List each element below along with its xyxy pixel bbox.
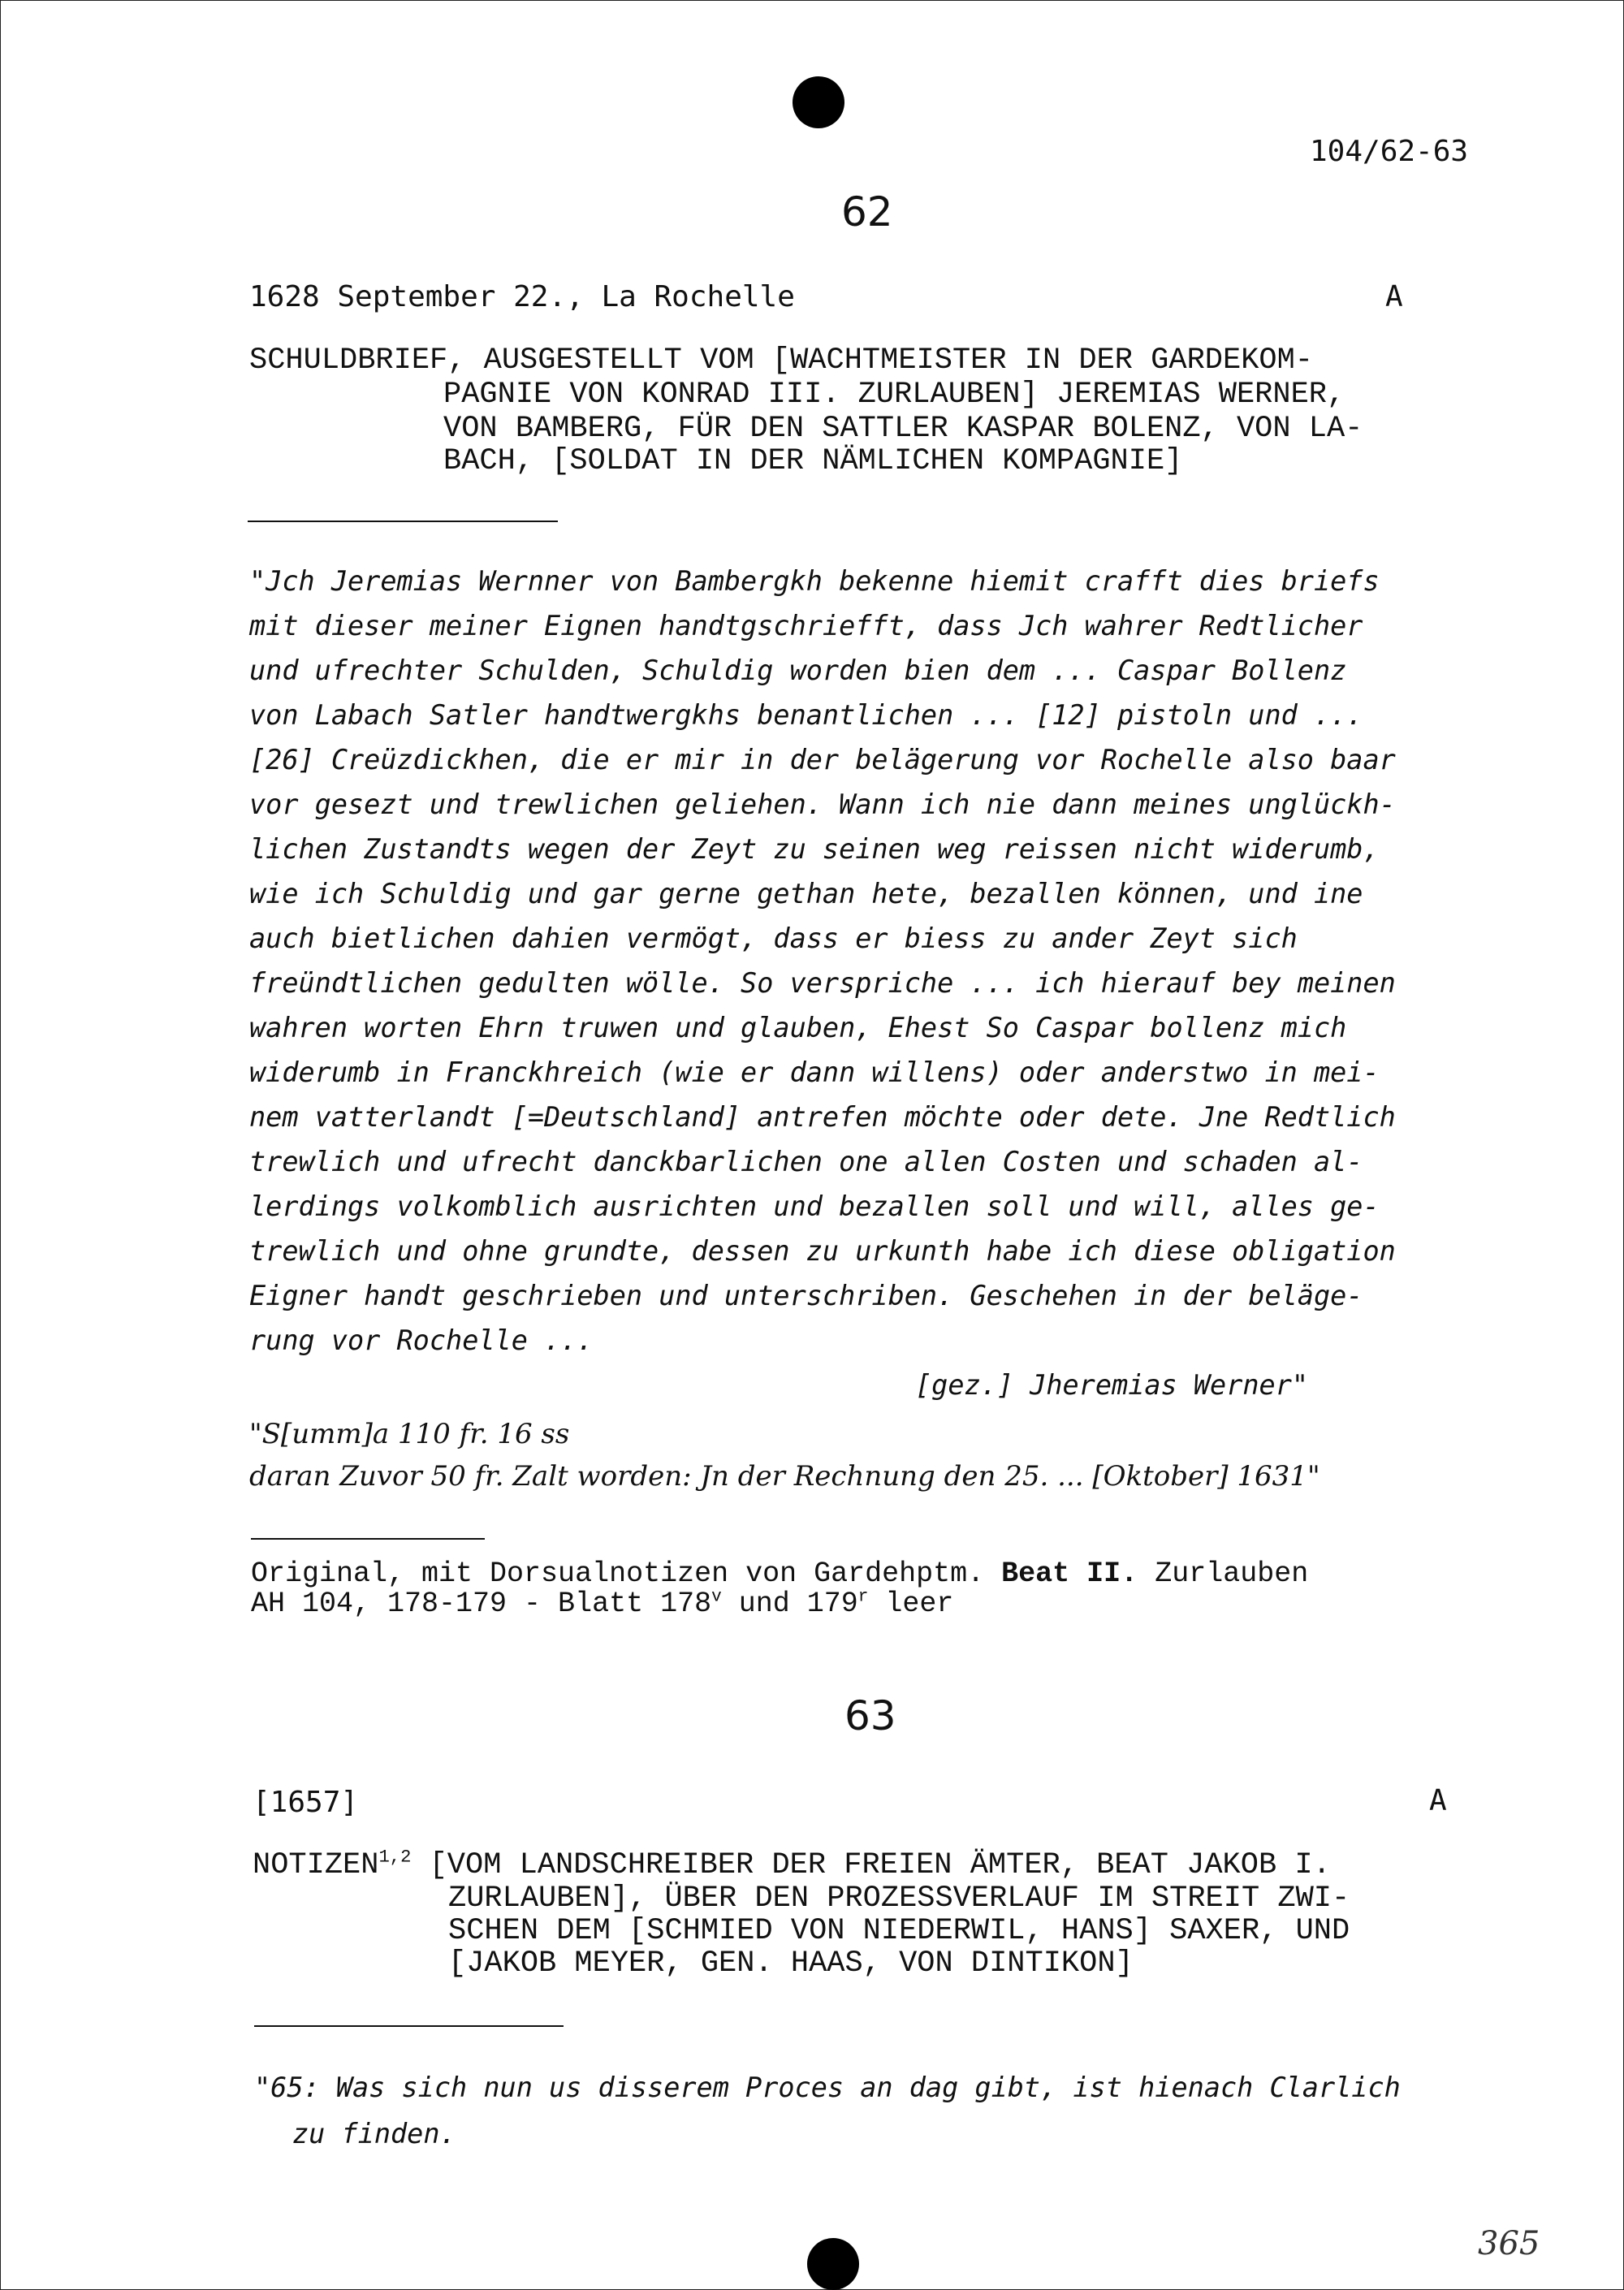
quote-line: [26] Creüzdickhen, die er mir in der belägerung vor Rochelle also baar xyxy=(249,744,1396,776)
entry-63-number: 63 xyxy=(844,1692,896,1739)
source-text: Original, mit Dorsualnotizen von Gardehptm. xyxy=(251,1558,1002,1590)
entry-63-title-rest: [VOM LANDSCHREIBER DER FREIEN ÄMTER, BEAT JAKOB I. xyxy=(411,1848,1331,1882)
quote-line: lerdings volkomblich ausrichten und bezallen soll und will, alles ge- xyxy=(249,1190,1380,1222)
quote-line: rung vor Rochelle ... xyxy=(249,1324,594,1356)
entry-63-title-word: NOTIZEN xyxy=(253,1848,379,1882)
quote-line: freündtlichen gedulten wölle. So verspriche ... ich hierauf bey meinen xyxy=(249,967,1396,999)
quote-line: "65: Was sich nun us disserem Proces an dag gibt, ist hienach Clarlich xyxy=(254,2072,1401,2103)
footnote-refs: 1,2 xyxy=(378,1847,412,1868)
entry-62-title-line-3: VON BAMBERG, FÜR DEN SATTLER KASPAR BOLENZ, VON LA- xyxy=(443,412,1363,446)
source-name-bold: Beat II. xyxy=(1001,1558,1138,1590)
source-text: leer xyxy=(868,1588,954,1620)
quote-line: vor gesezt und trewlichen geliehen. Wann ich nie dann meines unglückh- xyxy=(249,789,1396,820)
signature: [gez.] Jheremias Werner" xyxy=(915,1369,1309,1401)
quote-line: lichen Zustandts wegen der Zeyt zu seinen weg reissen nicht widerumb, xyxy=(249,833,1380,865)
handwritten-page-number: 365 xyxy=(1478,2225,1540,2262)
quote-line: von Labach Satler handtwergkhs benantlichen ... [12] pistoln und ... xyxy=(249,699,1363,731)
superscript-verso: v xyxy=(711,1588,722,1607)
quote-line: wie ich Schuldig und gar gerne gethan hete, bezallen können, und ine xyxy=(249,878,1363,910)
entry-62-number: 62 xyxy=(841,188,893,235)
quote-line: mit dieser meiner Eignen handtgschriefft, dass Jch wahrer Redtlicher xyxy=(249,610,1363,642)
punch-hole-bottom xyxy=(807,2238,859,2290)
quote-line: Eigner handt geschrieben und unterschriben. Geschehen in der beläge- xyxy=(249,1280,1363,1311)
entry-63-date: [1657] xyxy=(253,1786,359,1819)
source-text: AH 104, 178-179 - Blatt 178 xyxy=(251,1588,712,1620)
superscript-recto: r xyxy=(857,1588,869,1607)
entry-62-title-line-1: SCHULDBRIEF, AUSGESTELLT VOM [WACHTMEISTER IN DER GARDEKOM- xyxy=(249,344,1314,378)
quote-line: und ufrechter Schulden, Schuldig worden bien dem ... Caspar Bollenz xyxy=(249,655,1347,686)
entry-62-title-line-2: PAGNIE VON KONRAD III. ZURLAUBEN] JEREMIAS WERNER, xyxy=(443,378,1345,412)
quote-line: nem vatterlandt [=Deutschland] antrefen möchte oder dete. Jne Redtlich xyxy=(249,1101,1396,1133)
entry-62-type-letter: A xyxy=(1385,280,1403,313)
source-line-2 xyxy=(251,1588,953,1620)
entry-63-type-letter: A xyxy=(1429,1784,1447,1817)
source-text: Zurlauben xyxy=(1138,1558,1309,1590)
entry-63-title-line-3: SCHEN DEM [SCHMIED VON NIEDERWIL, HANS] SAXER, UND xyxy=(448,1914,1350,1948)
endorsement-sum: "S[umm]a 110 fr. 16 ss xyxy=(249,1418,570,1450)
source-text: und 179 xyxy=(721,1588,858,1620)
entry-63-title-line-4: [JAKOB MEYER, GEN. HAAS, VON DINTIKON] xyxy=(448,1946,1134,1981)
quote-line: "Jch Jeremias Wernner von Bambergkh bekenne hiemit crafft dies briefs xyxy=(249,565,1380,597)
archive-reference: 104/62-63 xyxy=(1310,135,1469,168)
quote-line: wahren worten Ehrn truwen und glauben, Ehest So Caspar bollenz mich xyxy=(249,1012,1347,1043)
source-line-1 xyxy=(251,1558,1308,1590)
quote-line: zu finden. xyxy=(292,2118,456,2150)
punch-hole-top xyxy=(793,76,844,128)
quote-line: trewlich und ufrecht danckbarlichen one allen Costen und schaden al- xyxy=(249,1146,1363,1177)
entry-63-separator-rule xyxy=(254,2025,564,2027)
quote-line: widerumb in Franckhreich (wie er dann willens) oder anderstwo in mei- xyxy=(249,1056,1380,1088)
entry-62-date-place: 1628 September 22., La Rochelle xyxy=(249,280,795,313)
entry-62-separator-rule xyxy=(248,521,558,522)
entry-62-title-line-4: BACH, [SOLDAT IN DER NÄMLICHEN KOMPAGNIE] xyxy=(443,444,1183,478)
quote-line: auch bietlichen dahien vermögt, dass er biess zu ander Zeyt sich xyxy=(249,922,1298,954)
quote-line: trewlich und ohne grundte, dessen zu urkunth habe ich diese obligation xyxy=(249,1235,1396,1267)
entry-63-title-line-1 xyxy=(253,1849,1331,1882)
endorsement-payment: daran Zuvor 50 fr. Zalt worden: Jn der Rechnung den 25. ... [Oktober] 1631" xyxy=(249,1460,1320,1493)
entry-63-title-line-2: ZURLAUBEN], ÜBER DEN PROZESSVERLAUF IM STREIT ZWI- xyxy=(448,1882,1350,1916)
source-separator-rule xyxy=(251,1538,485,1540)
